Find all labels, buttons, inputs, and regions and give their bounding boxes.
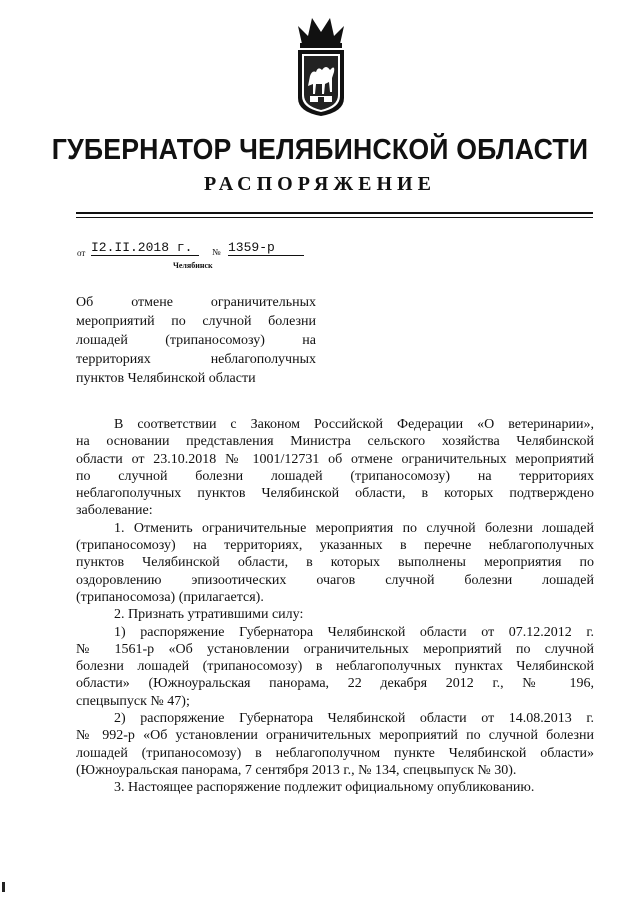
- scan-edge-mark: [2, 882, 5, 892]
- subject-line: пунктов Челябинской области: [76, 371, 256, 386]
- number-prefix: №: [212, 247, 221, 257]
- body-line: неблагополучных пунктов Челябинской области, в которых подтверждено: [76, 486, 594, 502]
- body-line: № 1561-р «Об установлении ограничительных мероприятий по случной: [76, 641, 594, 657]
- subject-line: территориях неблагополучных: [76, 352, 316, 367]
- body-line: 3. Настоящее распоряжение подлежит официальному опубликованию.: [114, 780, 535, 796]
- body-line: болезни лошадей (трипаносомозу) в неблагополучных пунктах Челябинской: [76, 659, 594, 675]
- item-2-paragraph: [76, 606, 594, 623]
- body-line: (Южноуральская панорама, 7 сентября 2013 г., № 134, спецвыпуск № 30).: [76, 762, 517, 778]
- document-date: I2.II.2018 г.: [91, 241, 199, 256]
- body-line: области» (Южноуральская панорама, 22 декабря 2012 г., № 196,: [76, 676, 594, 692]
- body-line: пунктов Челябинской области, в которых выполнены мероприятия по: [76, 555, 594, 571]
- chelyabinsk-coat-of-arms-emblem: [288, 10, 354, 118]
- body-line: спецвыпуск № 47);: [76, 693, 190, 709]
- subject-line: лошадей (трипаносомозу) на: [76, 333, 316, 348]
- body-line: 2) распоряжение Губернатора Челябинской области от 14.08.2013 г.: [114, 711, 594, 727]
- body-line: 1. Отменить ограничительные мероприятия по случной болезни лошадей: [114, 520, 594, 536]
- header-rule-thick: [76, 212, 593, 214]
- body-line: № 992-р «Об установлении ограничительных мероприятий по случной болезни: [76, 728, 594, 744]
- body-line: лошадей (трипаносомозу) в неблагополучном пункте Челябинской области»: [76, 745, 594, 761]
- body-line: 2. Признать утратившими силу:: [114, 607, 304, 623]
- document-subject: [76, 293, 316, 388]
- body-line: (трипаносомозу) на территориях, указанных в перечне неблагополучных: [76, 538, 594, 554]
- document-title: ГУБЕРНАТОР ЧЕЛЯБИНСКОЙ ОБЛАСТИ: [51, 134, 589, 166]
- document-body: [76, 416, 594, 797]
- subject-line: мероприятий по случной болезни: [76, 314, 316, 329]
- body-line: (трипаносомоза) (прилагается).: [76, 589, 264, 605]
- item-2-2-paragraph: [76, 710, 594, 779]
- body-line: по случной болезни лошадей (трипаносомозу) на территориях: [76, 468, 594, 484]
- item-2-1-paragraph: [76, 624, 594, 710]
- body-line: В соответствии с Законом Российской Федерации «О ветеринарии»,: [114, 417, 594, 432]
- body-line: области от 23.10.2018 № 1001/12731 об отмене ограничительных мероприятий: [76, 451, 594, 467]
- item-1-paragraph: [76, 520, 594, 606]
- body-line: оздоровлению эпизоотических очагов случной болезни лошадей: [76, 572, 594, 588]
- document-type: РАСПОРЯЖЕНИЕ: [204, 173, 436, 195]
- subject-line: Об отмене ограничительных: [76, 295, 316, 310]
- document-number: 1359-р: [228, 241, 304, 256]
- header-rule-thin: [76, 217, 593, 218]
- issue-city: Челябинск: [173, 261, 213, 270]
- preamble-paragraph: [76, 416, 594, 520]
- body-line: заболевание:: [76, 503, 153, 519]
- date-prefix: от: [77, 248, 86, 258]
- item-3-paragraph: [76, 779, 594, 796]
- body-line: 1) распоряжение Губернатора Челябинской области от 07.12.2012 г.: [114, 624, 594, 640]
- body-line: на основании представления Министра сельского хозяйства Челябинской: [76, 434, 594, 450]
